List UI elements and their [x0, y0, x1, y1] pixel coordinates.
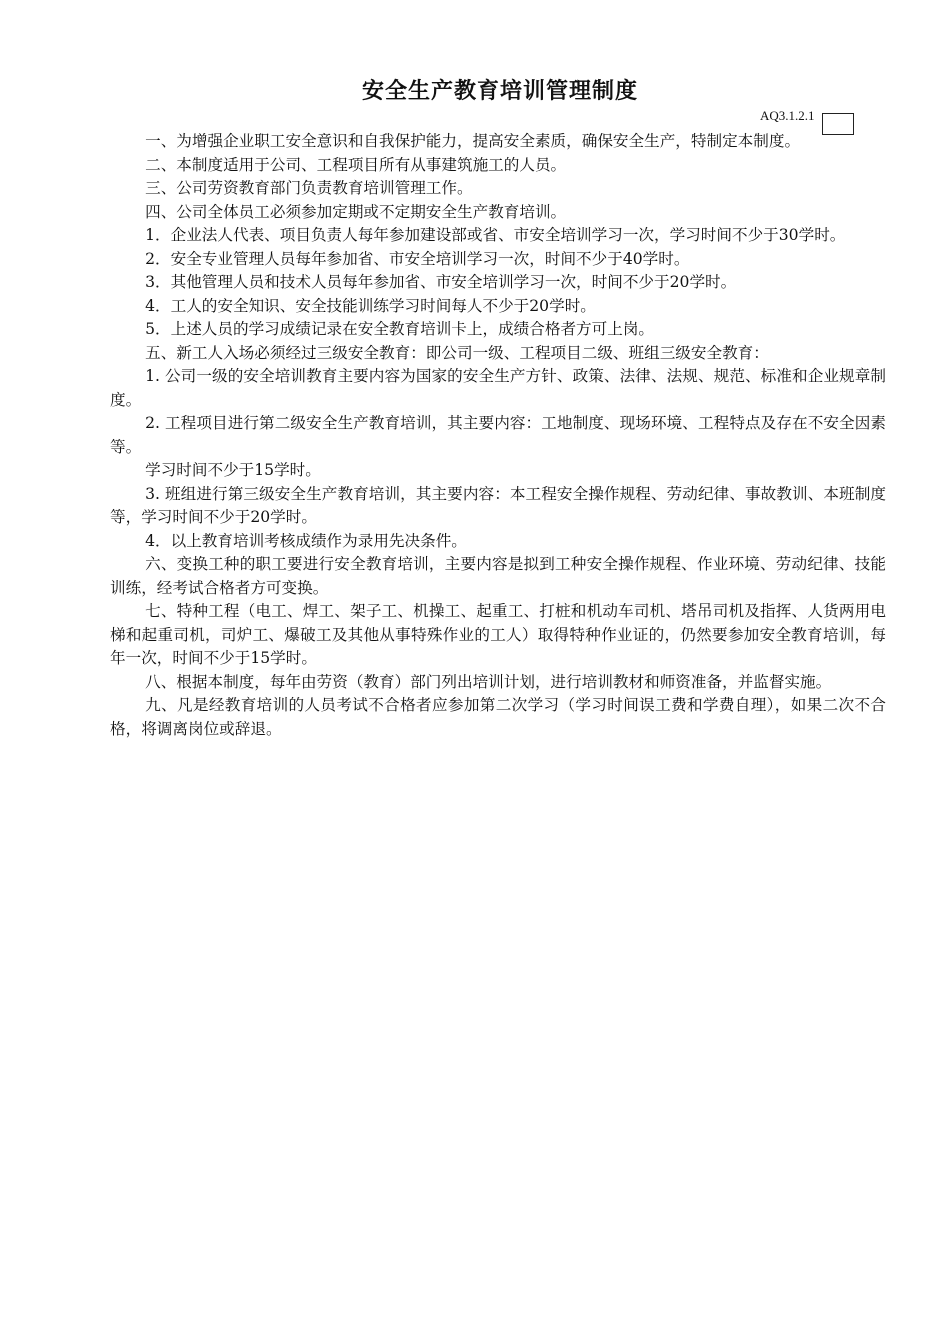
paragraph-5-item-4: 4．以上教育培训考核成绩作为录用先决条件。: [145, 531, 467, 550]
paragraph-4: 四、公司全体员工必须参加定期或不定期安全生产教育培训。: [145, 202, 567, 221]
paragraph-4-item-2: 2．安全专业管理人员每年参加省、市安全培训学习一次，时间不少于40学时。: [145, 249, 690, 268]
paragraph-4-item-3: 3．其他管理人员和技术人员每年参加省、市安全培训学习一次，时间不少于20学时。: [145, 273, 737, 291]
paragraph-4-item-5: 5．上述人员的学习成绩记录在安全教育培训卡上，成绩合格者方可上岗。: [145, 320, 655, 338]
document-title: 安全生产教育培训管理制度: [361, 79, 638, 104]
paragraph-3: 三、公司劳资教育部门负责教育培训管理工作。: [145, 179, 473, 197]
paragraph-4-item-1: 1．企业法人代表、项目负责人每年参加建设部或省、市安全培训学习一次，学习时间不少于30学时。: [145, 226, 846, 244]
paragraph-5-item-3: 3. 班组进行第三级安全生产教育培训，其主要内容：本工程安全操作规程、劳动纪律、事故教训、本班制度等，学习时间不少于20学时。: [110, 484, 886, 526]
paragraph-7: 七、特种工程（电工、焊工、架子工、机操工、起重工、打桩和机动车司机、塔吊司机及指挥、人货两用电梯和起重司机，司炉工、爆破工及其他从事特殊作业的工人）取得特种作业证的，仍然要参加安全教育培训，每年一次，时间不少于15学时。: [110, 602, 886, 667]
document-code: AQ3.1.2.1: [760, 108, 815, 123]
paragraph-9: 九、凡是经教育培训的人员考试不合格者应参加第二次学习（学习时间误工费和学费自理），如果二次不合格，将调离岗位或辞退。: [110, 696, 886, 738]
paragraph-5-item-2: 2. 工程项目进行第二级安全生产教育培训，其主要内容：工地制度、现场环境、工程特点及存在不安全因素等。: [110, 414, 886, 456]
paragraph-5-item-2-note: 学习时间不少于15学时。: [145, 461, 321, 479]
paragraph-6: 六、变换工种的职工要进行安全教育培训，主要内容是拟到工种安全操作规程、作业环境、劳动纪律、技能训练，经考试合格者方可变换。: [110, 555, 886, 597]
document-body: [110, 130, 886, 741]
paragraph-5: 五、新工人入场必须经过三级安全教育：即公司一级、工程项目二级、班组三级安全教育：: [145, 343, 769, 362]
paragraph-4-item-4: 4．工人的安全知识、安全技能训练学习时间每人不少于20学时。: [145, 296, 596, 315]
paragraph-8: 八、根据本制度，每年由劳资（教育）部门列出培训计划，进行培训教材和师资准备，并监督实施。: [145, 672, 832, 691]
paragraph-5-item-1: 1. 公司一级的安全培训教育主要内容为国家的安全生产方针、政策、法律、法规、规范、标准和企业规章制度。: [110, 367, 886, 409]
paragraph-1: 一、为增强企业职工安全意识和自我保护能力，提高安全素质，确保安全生产，特制定本制度。: [145, 132, 801, 150]
paragraph-2: 二、本制度适用于公司、工程项目所有从事建筑施工的人员。: [145, 155, 567, 174]
